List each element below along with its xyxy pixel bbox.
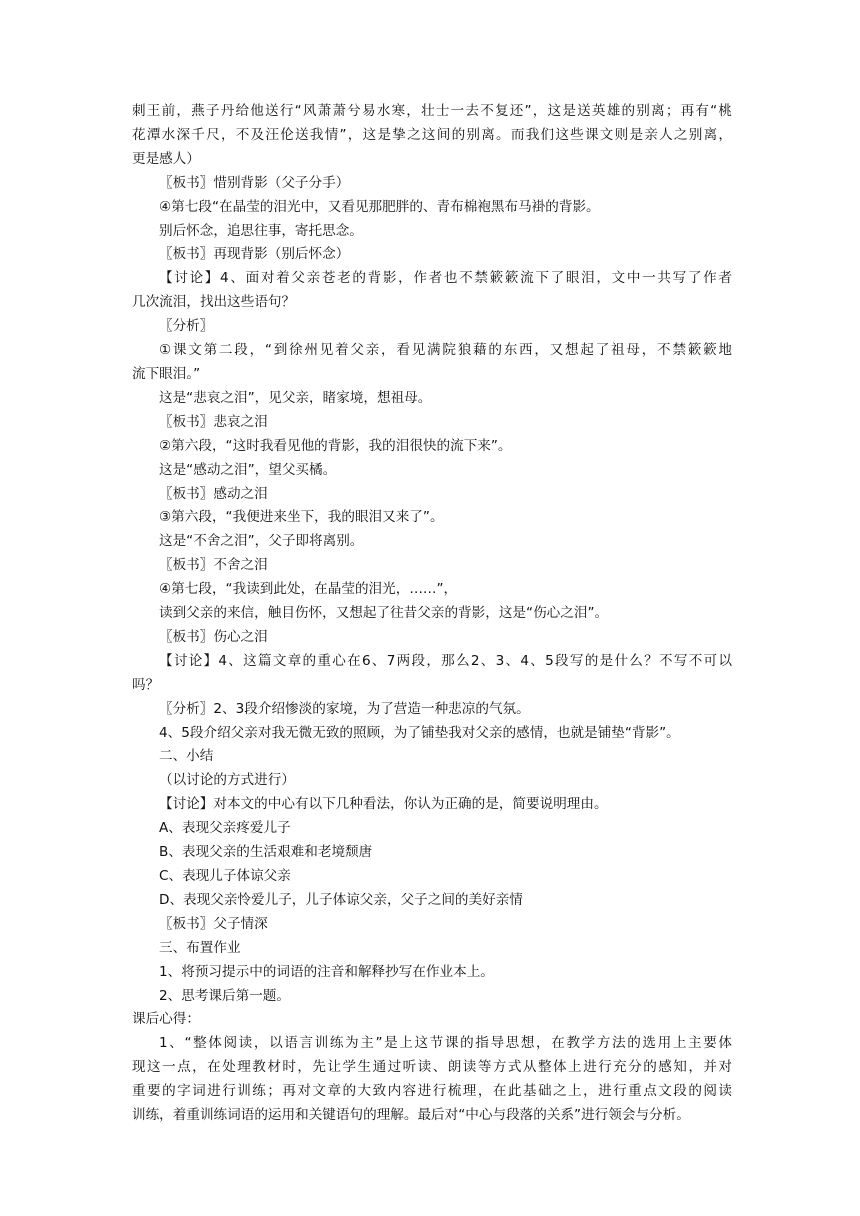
text-line: 〖板书〗不舍之泪 [159, 557, 268, 574]
text-line: 这是“悲哀之泪”，见父亲，睹家境，想祖母。 [159, 389, 432, 406]
text-line: B、表现父亲的生活艰难和老境颓唐 [159, 844, 373, 861]
text-line: 4、5段介绍父亲对我无微无致的照顾，为了铺垫我对父亲的感情，也就是铺垫“背影”。 [159, 724, 680, 741]
text-line: 更是感人） [132, 150, 200, 167]
text-line: 流下眼泪。” [132, 365, 201, 382]
text-line: 〖分析〗 [159, 318, 214, 335]
text-line: 2、思考课后第一题。 [159, 987, 290, 1004]
text-line: 几次流泪，找出这些语句？ [132, 294, 296, 311]
text-line: ①课文第二段，“到徐州见着父亲，看见满院狼藉的东西，又想起了祖母，不禁簌簌地 [159, 342, 732, 359]
text-line: ③第六段，“我便进来坐下，我的眼泪又来了”。 [159, 509, 444, 526]
document-body [132, 100, 732, 1128]
text-line: C、表现儿子体谅父亲 [159, 868, 291, 884]
text-line: 现这一点，在处理教材时，先让学生通过听读、朗读等方式从整体上进行充分的感知，并对 [132, 1059, 732, 1076]
text-line: ②第六段，“这时我看见他的背影，我的泪很快的流下来”。 [159, 437, 512, 454]
text-line: 〖板书〗伤心之泪 [159, 628, 268, 645]
text-line: 【讨论】4、面对着父亲苍老的背影，作者也不禁簌簌流下了眼泪，文中一共写了作者 [159, 270, 732, 287]
text-line: 重要的字词进行训练；再对文章的大致内容进行梳理，在此基础之上，进行重点文段的阅读 [132, 1083, 732, 1100]
text-line: 【讨论】4、这篇文章的重心在6、7两段，那么2、3、4、5段写的是什么？不写不可以 [159, 652, 732, 669]
text-line: 训练，着重训练词语的运用和关键语句的理解。最后对“中心与段落的关系”进行领会与分析。 [132, 1107, 690, 1124]
text-line: 〖板书〗惜别背影（父子分手） [159, 174, 350, 191]
text-line: 读到父亲的来信，触目伤怀，又想起了往昔父亲的背影，这是“伤心之泪”。 [159, 605, 609, 622]
text-line: 三、布置作业 [159, 939, 241, 956]
text-line: ④第七段，“我读到此处，在晶莹的泪光，……”， [159, 581, 458, 598]
text-line: （以讨论的方式进行） [159, 772, 295, 789]
text-line: A、表现父亲疼爱儿子 [159, 820, 291, 837]
text-line: 花潭水深千尺，不及汪伦送我情”，这是挚之这间的别离。而我们这些课文则是亲人之别离， [132, 126, 732, 143]
text-line: 〖板书〗悲哀之泪 [159, 413, 268, 430]
text-line: 课后心得： [132, 1011, 200, 1028]
text-line: 刺王前，燕子丹给他送行“风萧萧兮易水寒，壮士一去不复还”，这是送英雄的别离；再有“桃 [132, 103, 732, 119]
text-line: 【讨论】对本文的中心有以下几种看法，你认为正确的是，简要说明理由。 [159, 796, 608, 813]
text-line: 〖板书〗感动之泪 [159, 485, 268, 502]
text-line: 二、小结 [159, 748, 214, 765]
text-line: 别后怀念，追思往事，寄托思念。 [159, 222, 363, 239]
text-line: D、表现父亲怜爱儿子，儿子体谅父亲，父子之间的美好亲情 [159, 891, 523, 908]
text-line: 〖板书〗再现背影（别后怀念） [159, 246, 350, 263]
text-line: 1、“整体阅读，以语言训练为主”是上这节课的指导思想，在教学方法的选用上主要体 [159, 1035, 732, 1052]
text-line: 这是“不舍之泪”，父子即将离别。 [159, 533, 364, 550]
text-line: 〖分析〗2、3段介绍惨淡的家境，为了营造一种悲凉的气氛。 [159, 700, 530, 717]
text-line: 这是“感动之泪”，望父买橘。 [159, 461, 337, 478]
text-line: ④第七段“在晶莹的泪光中，又看见那肥胖的、青布棉袍黑布马褂的背影。 [159, 198, 600, 215]
text-line: 吗？ [132, 676, 160, 693]
text-line: 〖板书〗父子情深 [159, 915, 268, 932]
text-line: 1、将预习提示中的词语的注音和解释抄写在作业本上。 [159, 963, 494, 980]
